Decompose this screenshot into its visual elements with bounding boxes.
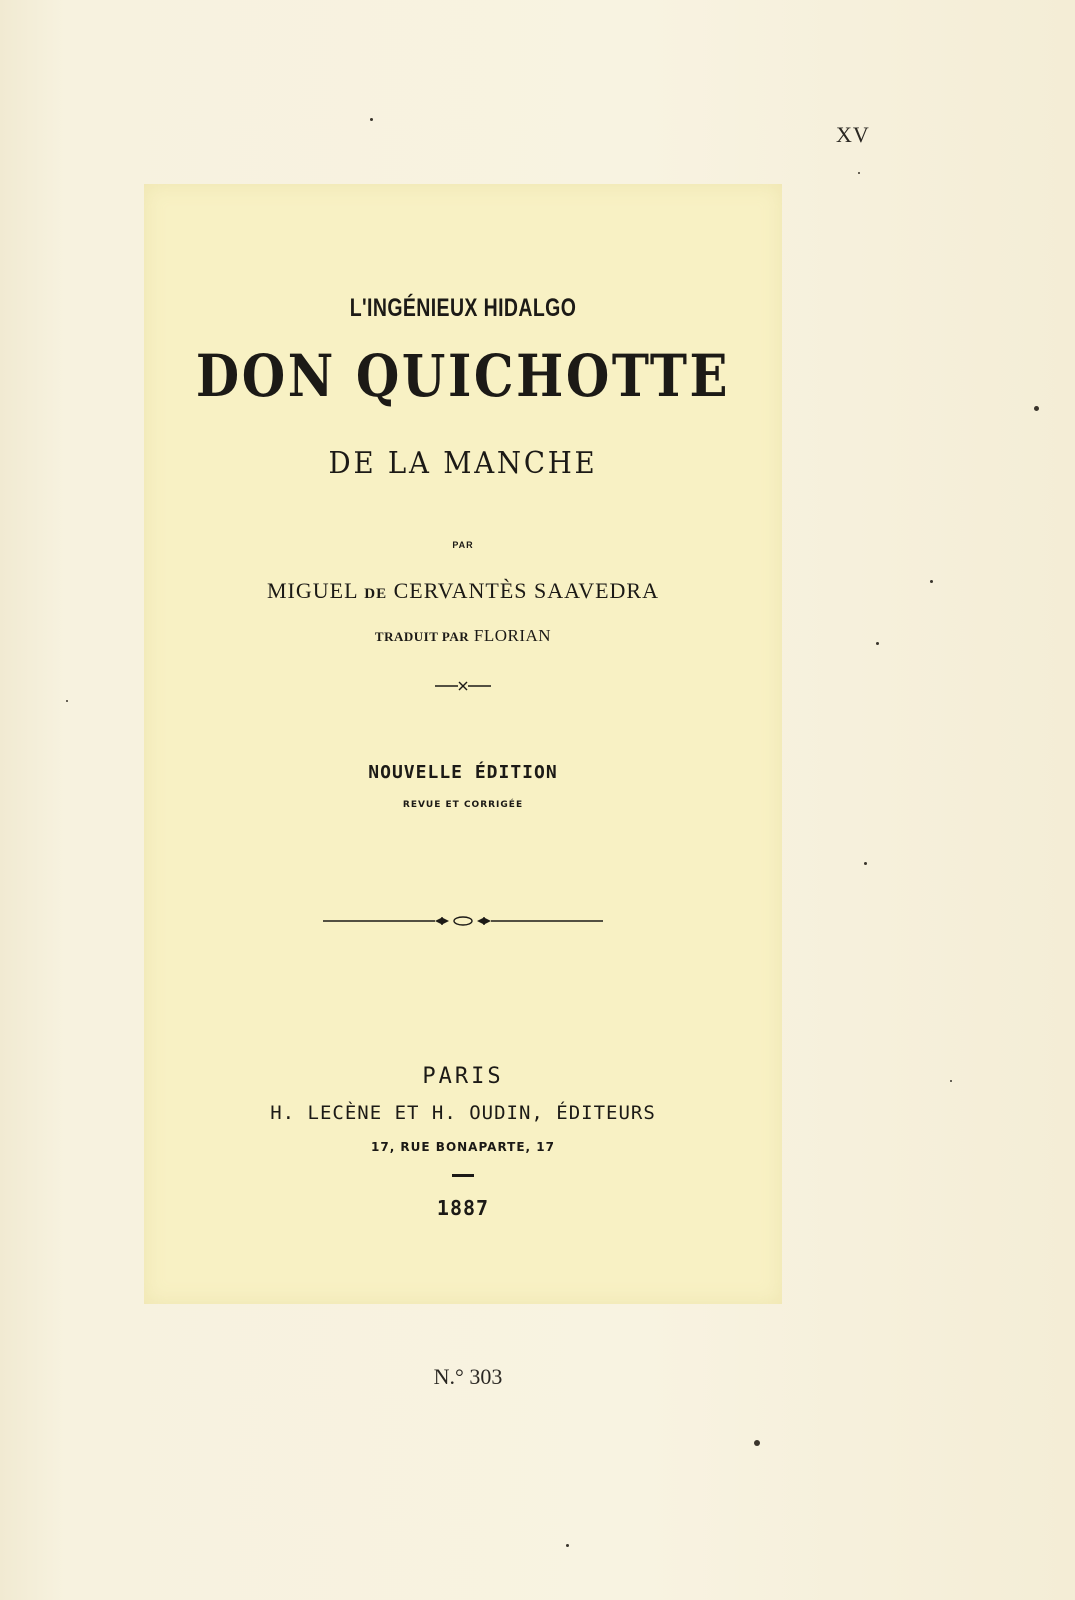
small-ornament-rule	[144, 680, 782, 692]
paper-speck	[858, 172, 860, 174]
translator-prefix: TRADUIT PAR	[374, 629, 470, 644]
publisher-line: H. LECÈNE ET H. OUDIN, ÉDITEURS	[270, 1102, 656, 1124]
paper-speck	[864, 862, 867, 865]
publication-city: PARIS	[422, 1064, 504, 1089]
publication-year: 1887	[436, 1196, 490, 1220]
title-page-plate	[144, 184, 782, 1304]
plate-number: N.° 303	[433, 1364, 503, 1389]
publisher-address: 17, RUE BONAPARTE, 17	[371, 1140, 555, 1154]
author-first-name: MIGUEL	[267, 578, 358, 603]
paper-speck	[950, 1080, 952, 1082]
author-last-name: CERVANTÈS SAAVEDRA	[393, 578, 659, 603]
edition-heading: NOUVELLE ÉDITION	[368, 762, 558, 783]
subtitle-top: L'INGÉNIEUX HIDALGO	[349, 294, 577, 322]
paper-speck	[930, 580, 933, 583]
author-particle: DE	[364, 586, 388, 602]
large-ornament-rule	[144, 914, 782, 930]
paper-speck	[66, 700, 68, 702]
translator-line	[144, 626, 782, 646]
short-rule	[144, 1174, 782, 1178]
subtitle-bottom: DE LA MANCHE	[328, 446, 598, 481]
paper-speck	[566, 1544, 569, 1547]
edition-subheading: REVUE ET CORRIGÉE	[402, 800, 524, 810]
par-label: PAR	[452, 540, 474, 550]
author-line	[144, 578, 782, 604]
main-title: DON QUICHOTTE	[195, 342, 731, 410]
translator-name: FLORIAN	[473, 626, 552, 645]
page-number: XV	[836, 122, 870, 147]
paper-speck	[876, 642, 879, 645]
paper-speck	[1034, 406, 1039, 411]
paper-speck	[754, 1440, 760, 1446]
paper-speck	[370, 118, 373, 121]
